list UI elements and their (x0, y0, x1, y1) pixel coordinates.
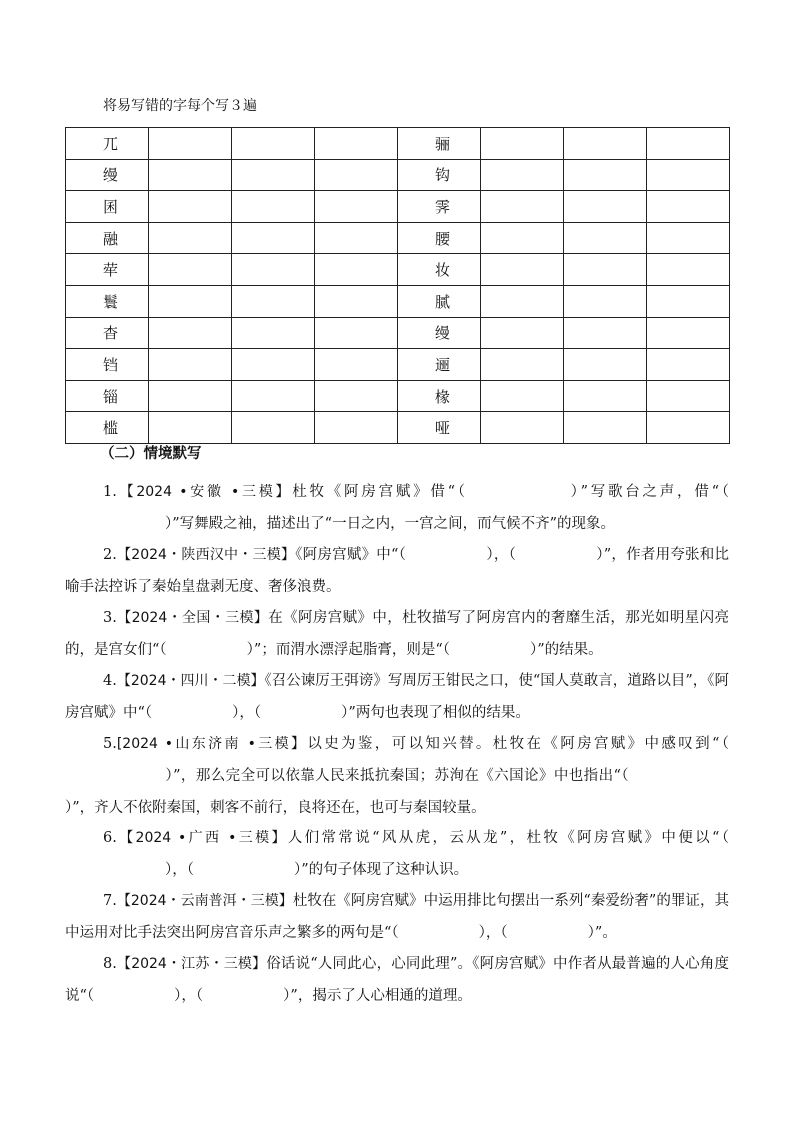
question-source: [2024 •山东济南 •三模】 (116, 736, 308, 752)
writing-cell[interactable] (564, 412, 647, 444)
writing-cell[interactable] (564, 380, 647, 412)
table-row (66, 254, 730, 286)
writing-cell[interactable] (481, 254, 564, 286)
writing-cell[interactable] (647, 285, 730, 317)
table-row (66, 349, 730, 381)
question-text: 杜牧在《阿房宫赋》中运用排比句摆出一系列“秦爱纷奢”的罪证，其中运用对比手法突出阿房宫音乐声之繁多的两句是“（ (65, 893, 729, 941)
table-row (66, 317, 730, 349)
writing-cell[interactable] (647, 191, 730, 223)
question-item (65, 822, 729, 886)
practice-character: 哑 (398, 412, 481, 444)
question-source: 【2024・陕西汉中・三模】 (116, 547, 296, 563)
practice-character: 腻 (398, 285, 481, 317)
question-item (65, 476, 729, 540)
writing-cell[interactable] (647, 222, 730, 254)
writing-cell[interactable] (149, 412, 232, 444)
practice-character: 兀 (66, 128, 149, 160)
writing-cell[interactable] (647, 128, 730, 160)
practice-character: 杳 (66, 317, 149, 349)
practice-character: 荦 (66, 254, 149, 286)
practice-character: 囷 (66, 191, 149, 223)
question-text: 《阿房宫赋》中“（ (295, 547, 407, 563)
writing-cell[interactable] (315, 317, 398, 349)
practice-character: 钩 (398, 159, 481, 191)
writing-cell[interactable] (232, 317, 315, 349)
question-text: ）”；而渭水漂浮起脂膏，则是“（ (246, 642, 450, 658)
question-text: ），（ (478, 925, 508, 941)
question-item (65, 539, 729, 603)
writing-cell[interactable] (232, 285, 315, 317)
character-practice-table (65, 127, 730, 444)
question-text: 人们常常说“风从虎，云从龙”，杜牧《阿房宫赋》中便以“（ (287, 830, 729, 846)
table-row (66, 159, 730, 191)
practice-character: 融 (66, 222, 149, 254)
writing-cell[interactable] (647, 380, 730, 412)
question-text: ）”。 (587, 925, 617, 941)
question-text: ）”，齐人不依附秦国，刺客不前行，良将还在，也可与秦国较量。 (65, 800, 486, 816)
writing-cell[interactable] (232, 380, 315, 412)
writing-cell[interactable] (564, 222, 647, 254)
practice-character: 椽 (398, 380, 481, 412)
writing-cell[interactable] (232, 159, 315, 191)
writing-cell[interactable] (149, 380, 232, 412)
writing-cell[interactable] (564, 191, 647, 223)
writing-cell[interactable] (315, 412, 398, 444)
writing-cell[interactable] (315, 222, 398, 254)
practice-character: 槛 (66, 412, 149, 444)
writing-cell[interactable] (232, 254, 315, 286)
writing-cell[interactable] (564, 159, 647, 191)
practice-instruction: 将易写错的字每个写３遍 (103, 98, 257, 114)
question-item (65, 602, 729, 666)
table-row (66, 222, 730, 254)
question-number: 1. (103, 484, 117, 500)
writing-cell[interactable] (564, 349, 647, 381)
question-source: 【2024 •安徽 •三模】 (116, 484, 293, 500)
practice-character: 逦 (398, 349, 481, 381)
question-number: 2. (103, 547, 117, 563)
question-text: ），（ (165, 862, 194, 878)
writing-cell[interactable] (149, 349, 232, 381)
question-text: ），（ (174, 988, 204, 1004)
writing-cell[interactable] (647, 159, 730, 191)
question-text: ）”，作者用夸张和比喻手法控诉了秦始皇盘剥无度、奢侈浪费。 (65, 547, 729, 595)
question-text: ），（ (232, 705, 262, 721)
writing-cell[interactable] (149, 254, 232, 286)
table-row (66, 128, 730, 160)
section-title: （二）情境默写 (100, 446, 202, 462)
writing-cell[interactable] (481, 159, 564, 191)
question-item (65, 665, 729, 729)
question-source: 【2024・江苏・三模】 (116, 956, 267, 972)
writing-cell[interactable] (149, 191, 232, 223)
writing-cell[interactable] (315, 380, 398, 412)
writing-cell[interactable] (481, 349, 564, 381)
writing-cell[interactable] (647, 349, 730, 381)
writing-cell[interactable] (315, 285, 398, 317)
question-text: 以史为鉴，可以知兴替。杜牧在《阿房宫赋》中感叹到“（ (307, 736, 729, 752)
practice-character: 鬟 (66, 285, 149, 317)
table-row (66, 191, 730, 223)
writing-cell[interactable] (481, 285, 564, 317)
practice-character: 腰 (398, 222, 481, 254)
question-item (65, 948, 729, 1012)
writing-cell[interactable] (564, 254, 647, 286)
question-item (65, 885, 729, 949)
writing-cell[interactable] (647, 317, 730, 349)
writing-cell[interactable] (232, 349, 315, 381)
question-text: ）”写歌台之声，借“（ (567, 484, 730, 500)
question-text: ）”，那么完全可以依靠人民来抵抗秦国；苏洵在《六国论》中也指出“（ (165, 768, 629, 784)
question-source: 【2024・四川・二模】 (116, 673, 265, 689)
question-number: 7. (103, 893, 117, 909)
writing-cell[interactable] (481, 380, 564, 412)
writing-cell[interactable] (315, 159, 398, 191)
practice-character: 锱 (66, 380, 149, 412)
question-number: 4. (103, 673, 117, 689)
writing-cell[interactable] (564, 128, 647, 160)
question-source: 【2024 •广西 •三模】 (116, 830, 288, 846)
question-source: 【2024・云南普洱・三模】 (116, 893, 293, 909)
question-text: 杜牧《阿房宫赋》借“（ (292, 484, 468, 500)
table-row (66, 412, 730, 444)
writing-cell[interactable] (481, 412, 564, 444)
practice-character: 霁 (398, 191, 481, 223)
question-text: 在《阿房宫赋》中，杜牧描写了阿房宫内的奢靡生活，那光如明星闪亮的，是宫女们“（ (65, 610, 729, 658)
writing-cell[interactable] (149, 222, 232, 254)
question-text: ）”的结果。 (530, 642, 603, 658)
table-row (66, 380, 730, 412)
writing-cell[interactable] (481, 317, 564, 349)
writing-cell[interactable] (481, 222, 564, 254)
writing-cell[interactable] (315, 254, 398, 286)
writing-cell[interactable] (481, 128, 564, 160)
practice-character: 缦 (398, 317, 481, 349)
writing-cell[interactable] (232, 191, 315, 223)
writing-cell[interactable] (564, 285, 647, 317)
question-text: ）”，揭示了人心相通的道理。 (283, 988, 472, 1004)
question-source: 【2024・全国・三模】 (116, 610, 269, 626)
table-row (66, 285, 730, 317)
question-text: ）”写舞殿之袖，描述出了“一日之内，一宫之间，而气候不齐”的现象。 (165, 516, 615, 532)
question-number: 3. (103, 610, 117, 626)
writing-cell[interactable] (149, 285, 232, 317)
question-number: 6. (103, 830, 117, 846)
writing-cell[interactable] (647, 412, 730, 444)
question-number: 8. (103, 956, 117, 972)
question-number: 5. (103, 736, 117, 752)
writing-cell[interactable] (481, 191, 564, 223)
writing-cell[interactable] (149, 317, 232, 349)
question-text: 俗话说“人同此心，心同此理”。《阿房宫赋》中作者从最普遍的人心角度说“（ (65, 956, 729, 1004)
question-text: ）”的句子体现了这种认识。 (294, 862, 469, 878)
practice-character: 缦 (66, 159, 149, 191)
writing-cell[interactable] (149, 128, 232, 160)
writing-cell[interactable] (315, 191, 398, 223)
writing-cell[interactable] (232, 128, 315, 160)
writing-cell[interactable] (149, 159, 232, 191)
practice-character: 妆 (398, 254, 481, 286)
question-text: 《召公谏厉王弭谤》写周厉王钳民之口，使“国人莫敢言，道路以目”，《阿房宫赋》中“（ (65, 673, 729, 721)
practice-character: 铛 (66, 349, 149, 381)
writing-cell[interactable] (232, 222, 315, 254)
question-item (65, 728, 729, 824)
question-text: ）”两句也表现了相似的结果。 (341, 705, 530, 721)
writing-cell[interactable] (564, 317, 647, 349)
question-text: ），（ (486, 547, 517, 563)
writing-cell[interactable] (232, 412, 315, 444)
writing-cell[interactable] (315, 349, 398, 381)
practice-character: 骊 (398, 128, 481, 160)
writing-cell[interactable] (315, 128, 398, 160)
writing-cell[interactable] (647, 254, 730, 286)
